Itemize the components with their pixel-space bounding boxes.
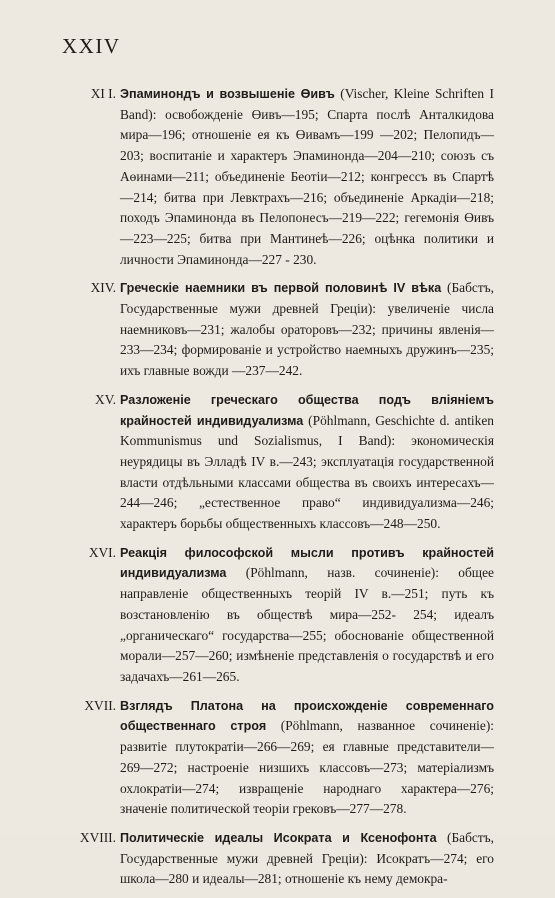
- entry-number: XI I.: [90, 86, 116, 101]
- entry-text: (Pöhlmann, названное сочиненіе): развитіе плутократіи—266—269; ея главные представители—269—272; настроеніе низшихъ классовъ—273; матеріализмъ охлократіи—274; извращеніе народнаго характера—276; значеніе политической теоріи грековъ—277—278.: [120, 718, 495, 817]
- contents-list: [62, 84, 494, 898]
- entry-heading: Греческіе наемники въ первой половинѣ IV вѣка: [120, 281, 442, 296]
- entry-number: XVII.: [84, 697, 116, 713]
- entry-text: (Pöhlmann, Geschichte d. antiken Kommunismus und Sozialismus, I Band): экономическія неурядицы въ Элладѣ IV в.—243; эксплуатація государственной власти отдѣльными классами общества въ своихъ интересахъ—244—246; „естественное право“ индивидуализма—246; характеръ борьбы общественныхъ классовъ—248—250.: [120, 412, 494, 532]
- entry-text: (Vischer, Kleine Schriften I Band): освобожденіе Өивъ—195; Спарта послѣ Анталкидова мира—196; отношеніе ея къ Өивамъ—199 —202; Пелопидъ—203; воспитаніе и характеръ Эпаминонда—204—210; союзъ съ Аѳинами—211; объединеніе Беотіи—212; конгрессъ въ Спартѣ—214; битва при Левктрахъ—216; объединеніе Аркадіи—218; походъ Эпаминонда въ Пелопонесъ—219—222; гегемонія Өивъ—223—225; битва при Мантинеѣ—226; оцѣнка политики и личности Эпаминонда—227 - 230.: [120, 86, 494, 267]
- entry-heading: Разложеніе греческаго общества подъ вліяніемъ крайностей индивидуализма: [120, 392, 494, 428]
- contents-entry: [62, 543, 494, 688]
- contents-entry: [62, 84, 494, 270]
- contents-entry: [62, 696, 494, 820]
- entry-text: (Pöhlmann, назв. сочиненіе): общее направленіе общественныхъ теорій IV в.—251; путь къ возстановленію въ обществѣ мира—252- 254; идеалъ „органическаго“ государства—255; обоснованіе общественной морали—257—260; измѣненіе представленія о государствѣ и его задачахъ—261—265.: [120, 565, 494, 684]
- page-folio: XXIV: [62, 34, 121, 58]
- contents-entry: [62, 278, 494, 382]
- entry-number: XVIII.: [79, 829, 116, 845]
- entry-heading: Взглядъ Платона на происхожденіе современнаго общественнаго строя: [120, 698, 494, 734]
- entry-heading: Политическіе идеалы Исократа и Ксенофонта: [120, 830, 437, 845]
- entry-number: XV.: [95, 391, 116, 407]
- entry-heading: Эпаминондъ и возвышеніе Өивъ: [120, 87, 335, 101]
- entry-text: (Бабстъ, Государственные мужи древней Греціи): увеличеніе числа наемниковъ—231; жалобы ораторовъ—232; причины явленія—233—234; формированіе и устройство наемныхъ дружинъ—235; ихъ главные вожди —237—242.: [120, 280, 495, 379]
- entry-number: XVI.: [88, 544, 116, 560]
- entry-heading: Реакція философской мысли противъ крайностей индивидуализма: [120, 545, 494, 581]
- contents-entry: [62, 390, 494, 535]
- entry-number: XIV.: [90, 280, 116, 296]
- contents-entry: [62, 828, 494, 890]
- entry-text: (Бабстъ, Государственные мужи древней Греціи): Исократъ—274; его школа—280 и идеалы—281; отношеніе къ нему демокра-: [120, 829, 494, 887]
